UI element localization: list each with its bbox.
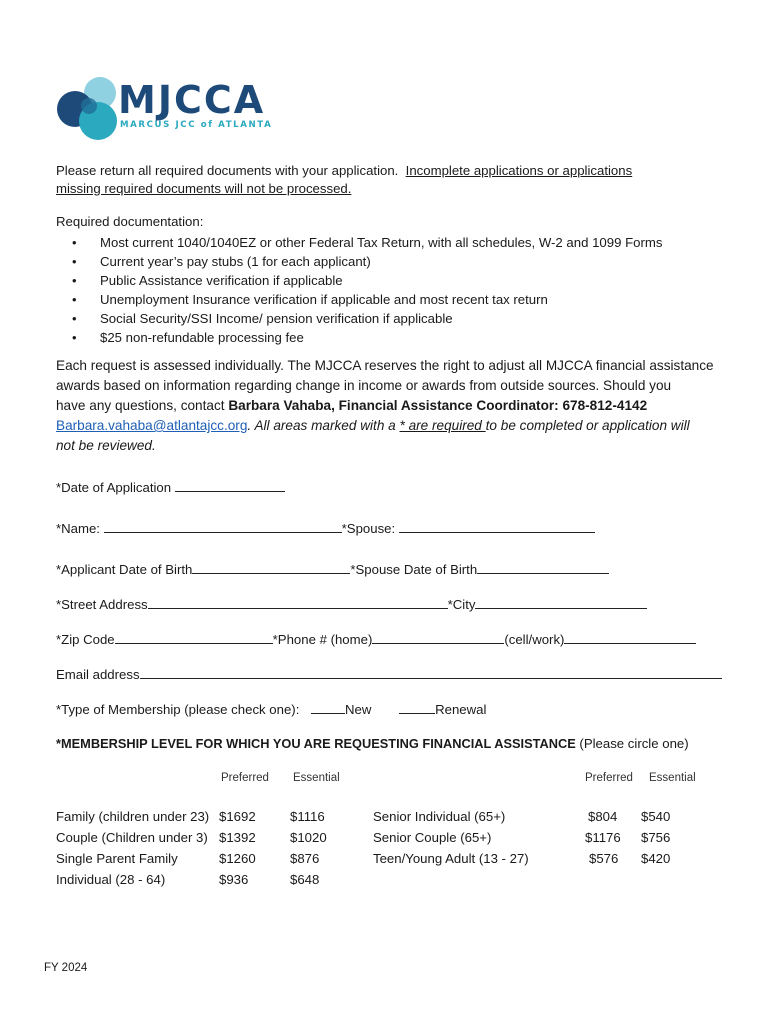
name-row	[56, 519, 595, 538]
level-preferred[interactable]: $1176	[585, 830, 621, 845]
new-checkbox[interactable]	[311, 700, 345, 714]
level-preferred[interactable]: $936	[219, 872, 249, 887]
table-row[interactable]	[373, 829, 693, 850]
table-row[interactable]	[56, 871, 346, 892]
levels-instruction: (Please circle one)	[579, 736, 689, 751]
right-levels-table	[373, 808, 693, 871]
list-item: • Current year’s pay stubs (1 for each applicant)	[56, 252, 662, 271]
level-essential[interactable]: $540	[641, 809, 671, 824]
table-row[interactable]	[373, 850, 693, 871]
required-note-text: . All areas marked with a	[247, 418, 400, 433]
spouse-label: *Spouse:	[341, 521, 396, 536]
intro-warning-1: Incomplete applications or applications	[405, 163, 633, 178]
logo-circles-icon	[56, 76, 122, 142]
table-row[interactable]	[56, 808, 346, 829]
date-of-application-label: *Date of Application	[56, 480, 172, 495]
assessment-line-4	[56, 416, 714, 436]
required-note	[247, 418, 689, 433]
list-item: • Most current 1040/1040EZ or other Federal Tax Return, with all schedules, W-2 and 1099 Forms	[56, 233, 662, 252]
required-tail: to be completed or application will	[485, 418, 690, 433]
date-of-application-row	[56, 478, 285, 497]
membership-type-row	[56, 700, 486, 719]
assessment-line-2: awards based on information regarding change in income or awards from outside sources. Should you	[56, 378, 672, 393]
intro-line-1	[56, 162, 632, 180]
level-essential[interactable]: $876	[290, 851, 320, 866]
level-preferred[interactable]: $576	[589, 851, 619, 866]
left-levels-table	[56, 808, 346, 892]
level-essential[interactable]: $1020	[290, 830, 327, 845]
list-item: • Unemployment Insurance verification if applicable and most recent tax return	[56, 290, 662, 309]
name-label: *Name:	[56, 521, 100, 536]
contact-name: Barbara Vahaba, Financial Assistance Coordinator: 678-812-4142	[228, 398, 648, 413]
table-row[interactable]	[56, 829, 346, 850]
docs-list	[56, 233, 662, 347]
level-label: Single Parent Family	[56, 851, 178, 866]
city-label: *City	[447, 597, 476, 612]
contact-email-link[interactable]: Barbara.vahaba@atlantajcc.org	[56, 418, 248, 433]
right-preferred-header: Preferred	[585, 772, 633, 784]
level-preferred[interactable]: $1392	[219, 830, 256, 845]
list-item: • Public Assistance verification if applicable	[56, 271, 662, 290]
level-essential[interactable]: $648	[290, 872, 320, 887]
assessment-line-5	[56, 436, 714, 456]
applicant-dob-label: *Applicant Date of Birth	[56, 562, 193, 577]
intro-line-2	[56, 180, 351, 198]
table-row[interactable]	[56, 850, 346, 871]
phone-row	[56, 630, 696, 649]
street-input[interactable]	[148, 595, 448, 609]
docs-list-wrap	[56, 233, 662, 347]
cell-work-label: (cell/work)	[504, 632, 565, 647]
membership-type-label: *Type of Membership (please check one):	[56, 702, 300, 717]
list-item: • Social Security/SSI Income/ pension verification if applicable	[56, 309, 662, 328]
level-preferred[interactable]: $804	[588, 809, 618, 824]
renewal-checkbox[interactable]	[399, 700, 435, 714]
spouse-dob-input[interactable]	[477, 560, 609, 574]
level-label: Couple (Children under 3)	[56, 830, 208, 845]
level-essential[interactable]: $420	[641, 851, 671, 866]
logo-wordmark: MJCCA	[118, 78, 266, 122]
not-reviewed-text: not be reviewed.	[56, 438, 156, 453]
assessment-line-1: Each request is assessed individually. The MJCCA reserves the right to adjust all MJCCA financial assistance	[56, 358, 714, 373]
level-label: Senior Individual (65+)	[373, 809, 506, 824]
dob-row	[56, 560, 609, 579]
renewal-label: Renewal	[435, 702, 487, 717]
fiscal-year: FY 2024	[44, 962, 88, 974]
email-row	[56, 665, 722, 684]
date-of-application-input[interactable]	[175, 478, 285, 492]
list-item: • $25 non-refundable processing fee	[56, 328, 662, 347]
zip-input[interactable]	[115, 630, 273, 644]
new-label: New	[345, 702, 372, 717]
levels-heading: *MEMBERSHIP LEVEL FOR WHICH YOU ARE REQUESTING FINANCIAL ASSISTANCE	[56, 736, 576, 751]
email-label: Email address	[56, 667, 140, 682]
level-label: Individual (28 - 64)	[56, 872, 166, 887]
level-label: Teen/Young Adult (13 - 27)	[373, 851, 529, 866]
level-preferred[interactable]: $1692	[219, 809, 256, 824]
phone-home-label: *Phone # (home)	[272, 632, 373, 647]
contact-prefix: have any questions, contact	[56, 398, 229, 413]
level-essential[interactable]: $1116	[290, 809, 325, 824]
phone-home-input[interactable]	[372, 630, 504, 644]
intro-lead: Please return all required documents with your application.	[56, 163, 399, 178]
level-essential[interactable]: $756	[641, 830, 671, 845]
spouse-dob-label: *Spouse Date of Birth	[350, 562, 478, 577]
levels-heading-row	[56, 735, 689, 753]
level-preferred[interactable]: $1260	[219, 851, 256, 866]
left-preferred-header: Preferred	[221, 772, 269, 784]
name-input[interactable]	[104, 519, 342, 533]
table-row[interactable]	[373, 808, 693, 829]
email-input[interactable]	[140, 665, 722, 679]
cell-work-input[interactable]	[564, 630, 696, 644]
required-mark: * are required	[399, 418, 486, 433]
address-row	[56, 595, 647, 614]
docs-heading: Required documentation:	[56, 214, 204, 229]
mjcca-logo	[56, 76, 288, 142]
intro-warning-2: missing required documents will not be processed.	[56, 181, 352, 196]
spouse-input[interactable]	[399, 519, 595, 533]
applicant-dob-input[interactable]	[192, 560, 350, 574]
city-input[interactable]	[475, 595, 647, 609]
zip-label: *Zip Code	[56, 632, 115, 647]
right-essential-header: Essential	[649, 772, 696, 784]
level-label: Family (children under 23)	[56, 809, 210, 824]
street-label: *Street Address	[56, 597, 148, 612]
assessment-paragraph	[56, 356, 714, 456]
logo-tagline: MARCUS JCC of ATLANTA	[120, 120, 273, 130]
level-label: Senior Couple (65+)	[373, 830, 492, 845]
assessment-line-3	[56, 396, 714, 416]
left-essential-header: Essential	[293, 772, 340, 784]
